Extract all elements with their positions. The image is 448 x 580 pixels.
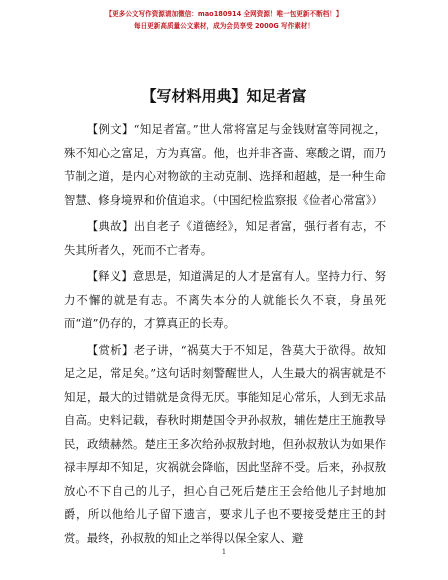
promo-banner-line-2: 每日更新高质量公文素材，成为会员享受 2000G 写作素材！ [133, 22, 314, 30]
paragraph-definition [64, 265, 386, 336]
paragraph-appreciation [64, 339, 386, 551]
paragraph-text: “知足者富。”世人常将富足与金钱财富等同视之，殊不知心之富足，方为真富。他，也并非吝啬、寒酸之谓，而乃节制之道，是内心对物欲的主动克制、选择和超越，是一种生命智慧、修身境界和价值追求。（中国纪检监察报《俭者心常富》） [64, 122, 386, 207]
paragraph-text: 意思是，知道满足的人才是富有人。坚持力行、努力不懈的就是有志。不离失本分的人就能长久不衰，身虽死而“道”仍存的，才算真正的长寿。 [64, 269, 386, 330]
paragraph-text: 老子讲，“祸莫大于不知足，咎莫大于欲得。故知足之足，常足矣。”这句话时刻警醒世人，人生最大的祸害就是不知足，最大的过错就是贪得无厌。事能知足心常乐，人到无求品自高。史料记载，春秋时期楚国令尹孙叔敖，辅佐楚庄王施教导民，政绩赫然。楚庄王多次给孙叔敖封地，但孙叔敖认为如果作禄丰厚却不知足，灾祸就会降临，因此坚辞不受。后来，孙叔敖放心不下自己的儿子，担心自己死后楚庄王会给他儿子封地加爵，所以他给儿子留下遗言，要求儿子也不要接受楚庄王的封赏。最终，孙叔敖的知止之举得以保全家人、避 [64, 342, 386, 545]
paragraph-tag: 【赏析】 [86, 342, 134, 357]
paragraph-tag: 【释义】 [86, 269, 133, 283]
document-title: 【写材料用典】知足者富 [141, 87, 307, 105]
document-body [64, 118, 386, 553]
page-number: 1 [221, 548, 227, 556]
paragraph-allusion [64, 215, 386, 262]
paragraph-tag: 【典故】 [86, 219, 134, 233]
paragraph-tag: 【例文】 [86, 122, 134, 136]
promo-banner-line-1: 【更多公文写作资源请加微信：mao180914 全网资源！唯一包更新不断档！】 [105, 10, 343, 18]
paragraph-text: 出自老子《道德经》，知足者富，强行者有志，不失其所者久，死而不亡者寿。 [64, 219, 386, 257]
paragraph-example [64, 118, 386, 212]
